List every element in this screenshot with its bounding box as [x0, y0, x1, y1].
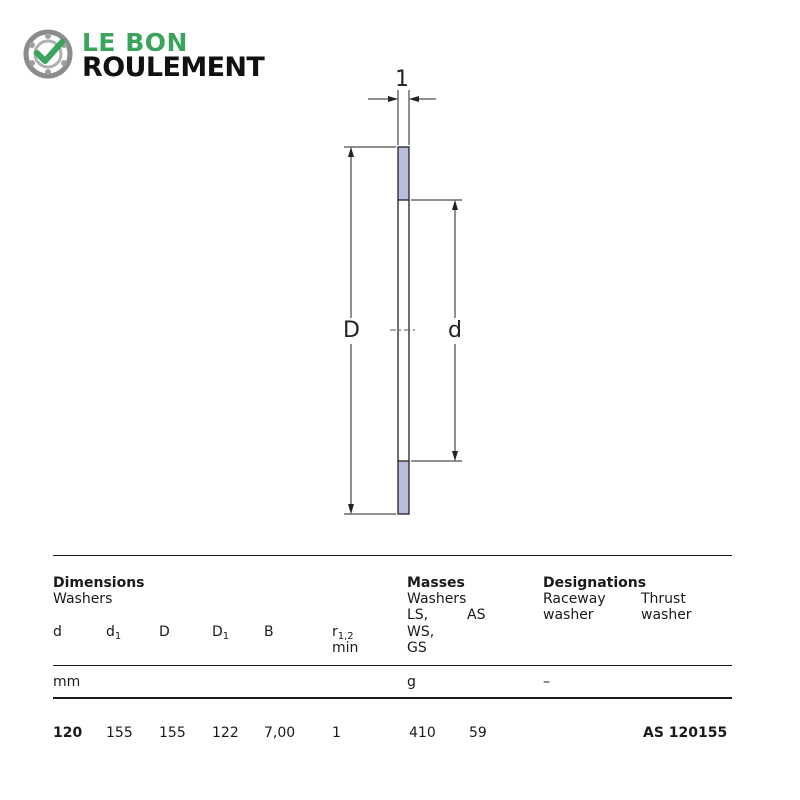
washer-section-top: [398, 147, 409, 200]
col-ls-line2: WS,: [407, 624, 435, 640]
logo-text-bottom: ROULEMENT: [82, 52, 265, 83]
col-B: B: [264, 624, 274, 640]
cell-d1: 155: [106, 725, 133, 741]
col-d: d: [53, 624, 62, 640]
washer-section-bottom: [398, 461, 409, 514]
cell-d: 120: [53, 725, 83, 741]
subgroup-masses-washers: Washers: [407, 591, 467, 607]
table-unit-rule: [53, 665, 732, 666]
col-r12: [332, 624, 354, 643]
col-r12-base: r: [332, 624, 338, 640]
dim-label-outer-diameter: D: [343, 318, 360, 343]
col-raceway-line1: Raceway: [543, 591, 606, 607]
col-D1-sub: 1: [222, 631, 230, 642]
col-d1: [106, 624, 121, 643]
col-r12-sub: 1,2: [337, 631, 354, 642]
col-as: AS: [467, 607, 486, 623]
col-D1: [212, 624, 229, 643]
table-top-rule: [53, 555, 732, 556]
cell-D: 155: [159, 725, 186, 741]
col-d1-base: d: [106, 624, 115, 640]
dim-label-inner-diameter: d: [448, 318, 462, 343]
col-D1-base: D: [212, 624, 223, 640]
subgroup-washers: Washers: [53, 591, 113, 607]
dim-label-width: 1: [395, 67, 409, 92]
group-designations: Designations: [543, 575, 647, 591]
col-d1-sub: 1: [114, 631, 122, 642]
col-thrust-line1: Thrust: [641, 591, 686, 607]
cell-mass-ls: 410: [409, 725, 436, 741]
col-ls-line3: GS: [407, 640, 427, 656]
unit-dash: –: [543, 674, 550, 690]
group-dimensions: Dimensions: [53, 575, 145, 591]
cell-r12: 1: [332, 725, 341, 741]
col-thrust-line2: washer: [641, 607, 692, 623]
unit-mm: mm: [53, 674, 81, 690]
col-r12-min: min: [332, 640, 359, 656]
group-masses: Masses: [407, 575, 465, 591]
cell-designation[interactable]: AS 120155: [643, 725, 728, 741]
cell-mass-as: 59: [469, 725, 487, 741]
logo-text-top: LE BON: [82, 28, 188, 57]
cell-B: 7,00: [264, 725, 296, 741]
col-raceway-line2: washer: [543, 607, 594, 623]
table-header-rule: [53, 697, 732, 699]
cell-D1: 122: [212, 725, 239, 741]
unit-g: g: [407, 674, 416, 690]
col-ls-line1: LS,: [407, 607, 429, 623]
col-D: D: [159, 624, 170, 640]
